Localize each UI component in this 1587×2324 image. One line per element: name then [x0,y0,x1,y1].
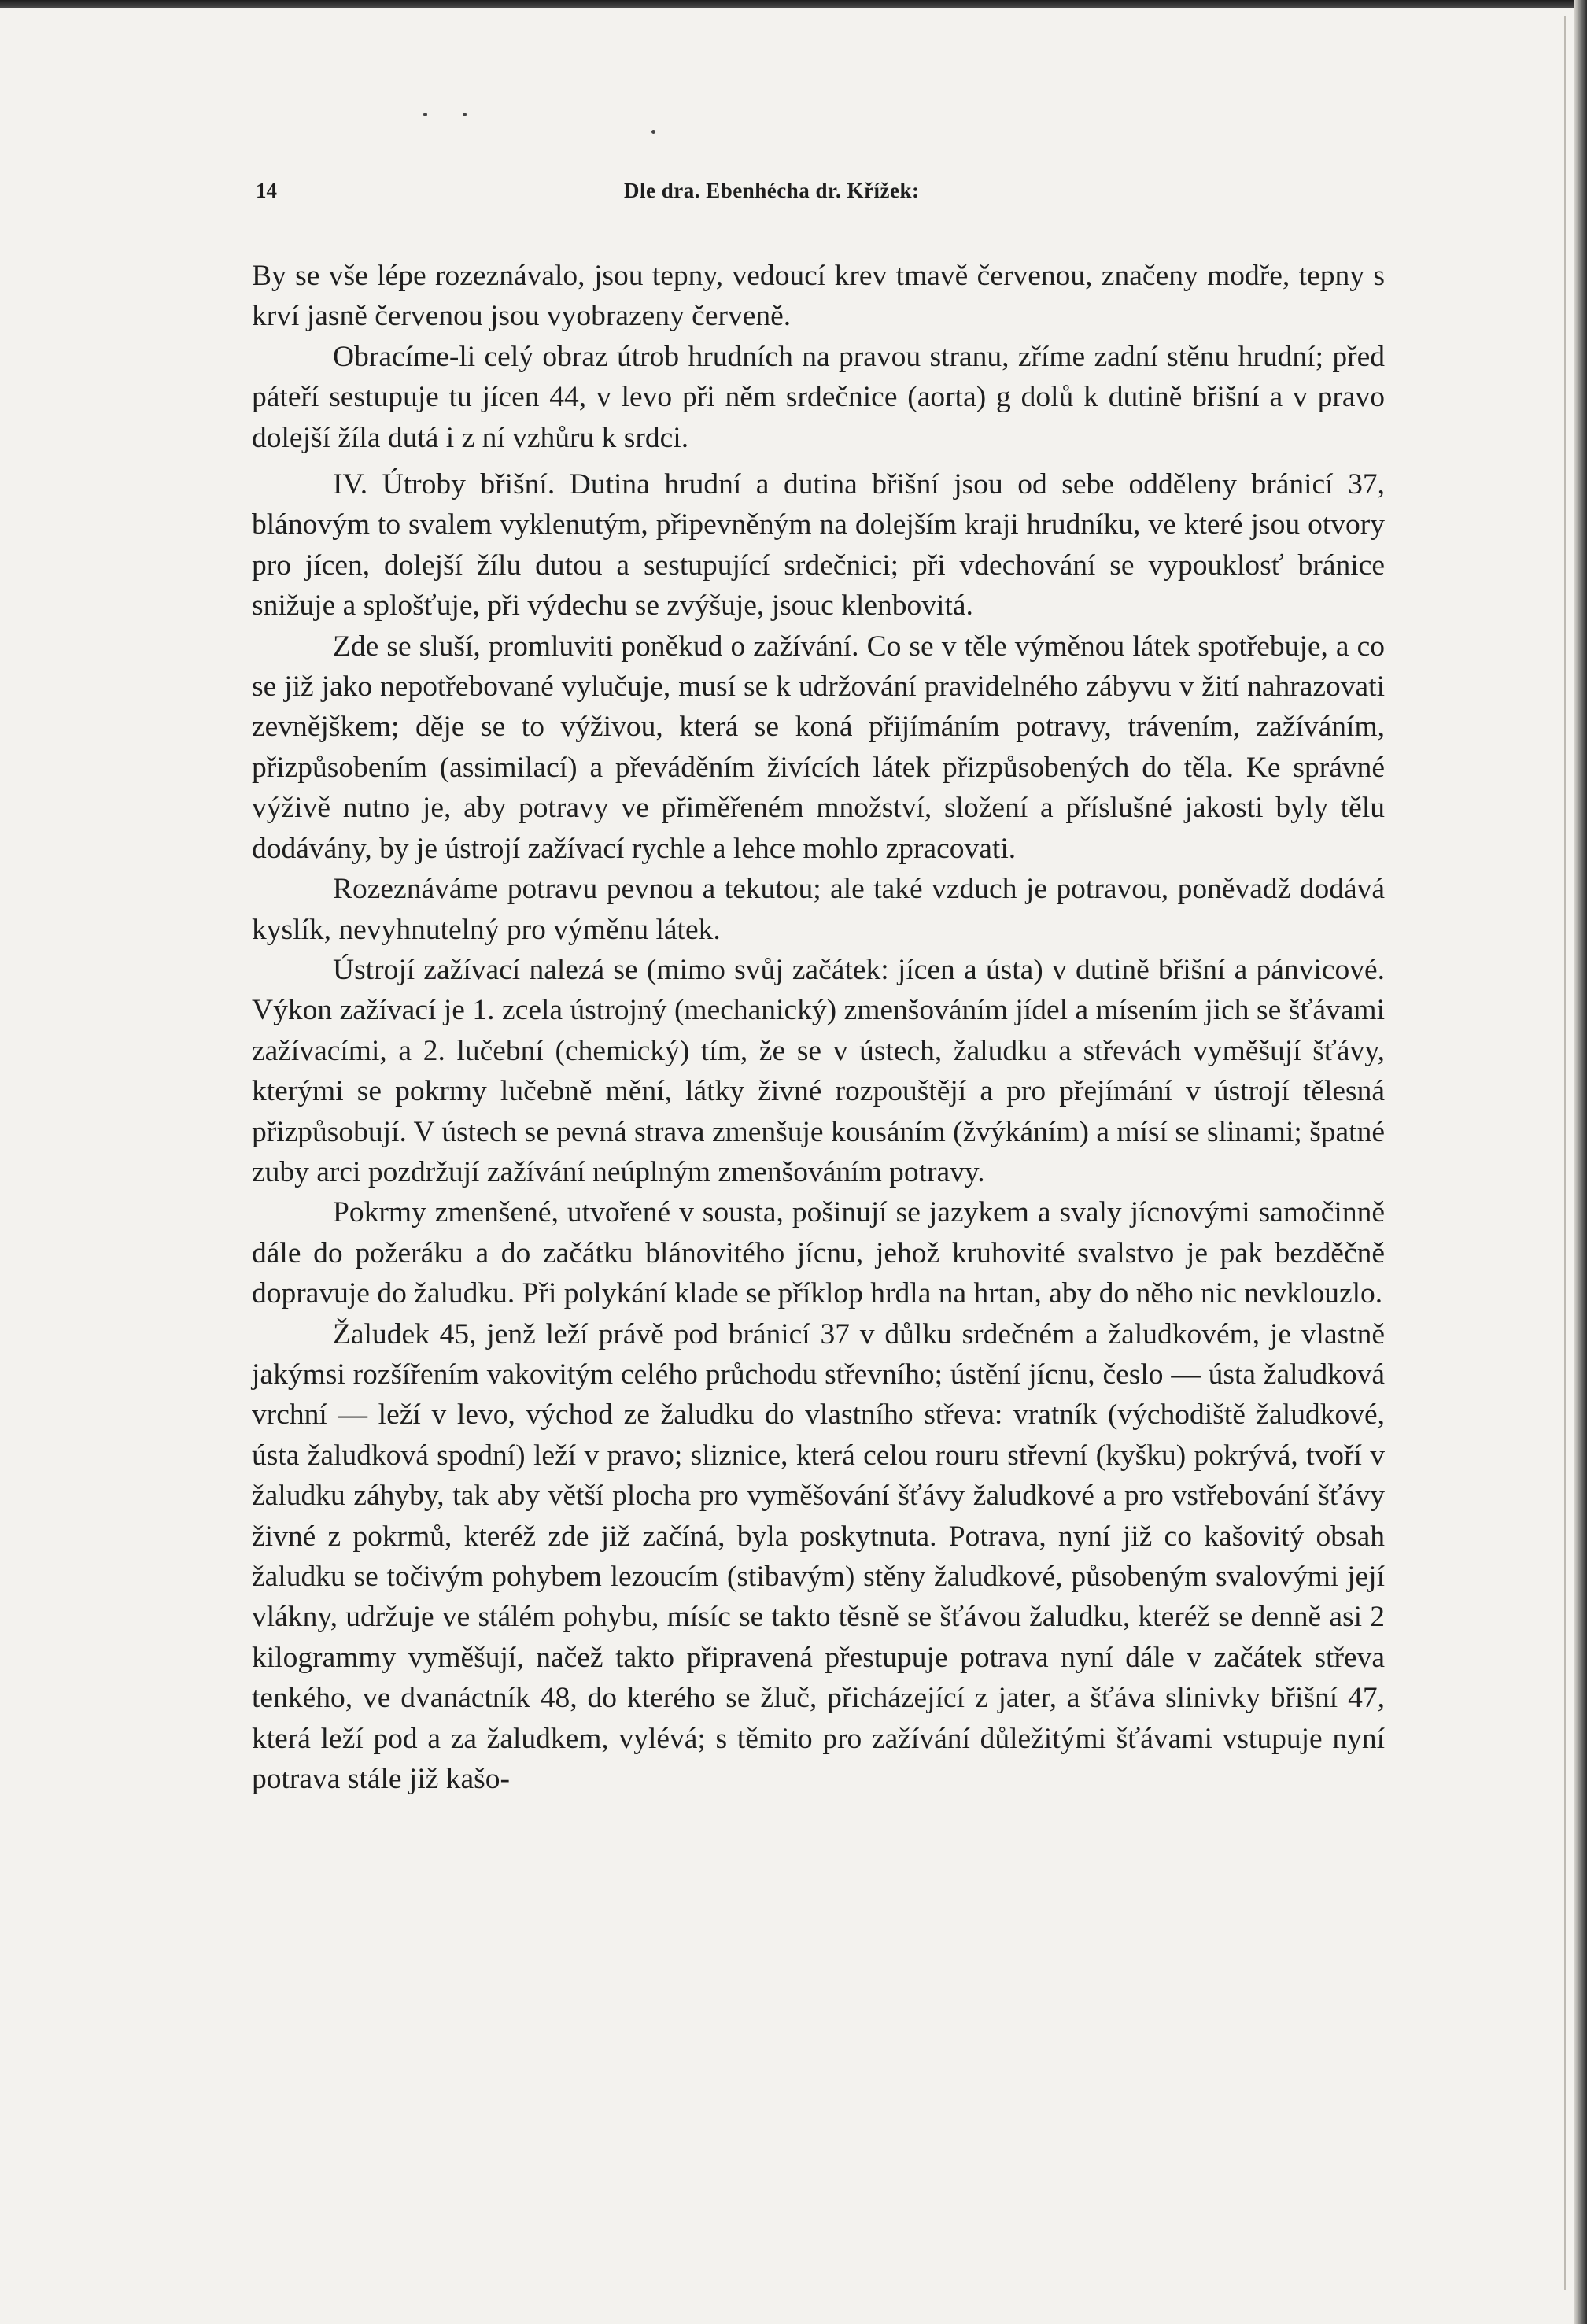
paragraph: Ústrojí zažívací nalezá se (mimo svůj začátek: jícen a ústa) v dutině břišní a pánvicové. Výkon zažívací je 1. zcela ústrojný (mechanický) zmenšováním jídel a mísením jich se šťávami zažívacími, a 2. lučební (chemický) tím, že se v ústech, žaludku a střevách vyměšují šťávy, kterými se pokrmy lučebně mění, látky živné rozpouštějí a pro přejímání v ústrojí tělesná přizpůsobují. V ústech se pevná strava zmenšuje kousáním (žvýkáním) a mísí se slinami; špatné zuby arci pozdržují zažívání neúplným zmenšováním potravy. [252,953,1385,1188]
paragraph-section-iv: IV. Útroby břišní. Dutina hrudní a dutina břišní jsou od sebe odděleny bránicí 37, blánovým to svalem vyklenutým, připevněným na dolejším kraji hrudníku, ve které jsou otvory pro jícen, dolejší žílu dutou a sestupující srdečnici; při vdechování se vypouklosť bránice snižuje a splošťuje, při výdechu se zvýšuje, jsouc klenbovitá. [252,468,1385,623]
running-header [256,179,1381,210]
scan-speck [423,113,427,116]
paragraph: By se vše lépe rozeznávalo, jsou tepny, vedoucí krev tmavě červenou, značeny modře, tepny s krví jasně červenou jsou vyobrazeny červeně. [252,260,1385,333]
running-title: Dle dra. Ebenhécha dr. Křížek: [624,179,920,202]
paragraph: Obracíme-li celý obraz útrob hrudních na pravou stranu, zříme zadní stěnu hrudní; před páteří sestupuje tu jícen 44, v levo při něm srdečnice (aorta) g dolů k dutině břišní a v pravo dolejší žíla dutá i z ní vzhůru k srdci. [252,340,1385,454]
paragraph: Pokrmy zmenšené, utvořené v sousta, pošinují se jazykem a svaly jícnovými samočinně dále do požeráku a do začátku blánovitého jícnu, jehož kruhovité svalstvo je pak bezděčně dopravuje do žaludku. Při polykání klade se příklop hrdla na hrtan, aby do něho nic nevklouzlo. [252,1196,1385,1310]
paragraph: Zde se sluší, promluviti poněkud o zažívání. Co se v těle výměnou látek spotřebuje, a co se již jako nepotřebované vylučuje, musí se k udržování pravidelného zábyvu v žití nahrazovati zevnějškem; děje se to výživou, která se koná přijímáním potravy, trávením, zažíváním, přizpůsobením (assimilací) a převáděním živících látek přizpůsobených do těla. Ke správné výživě nutno je, aby potravy ve přiměřeném množství, složení a příslušné jakosti byly tělu dodávány, by je ústrojí zažívací rychle a lehce mohlo zpracovati. [252,630,1385,865]
scan-speck [463,113,467,116]
paragraph: Žaludek 45, jenž leží právě pod bránicí 37 v důlku srdečném a žaludkovém, je vlastně jakýmsi rozšířením vakovitým celého průchodu střevního; ústění jícnu, česlo — ústa žaludková vrchní — leží v levo, východ ze žaludku do vlastního střeva: vratník (východiště žaludkové, ústa žaludková spodní) leží v pravo; sliznice, která celou rouru střevní (kyšku) pokrývá, tvoří v žaludku záhyby, tak aby větší plocha pro vyměšování šťávy žaludkové a pro vstřebování šťávy živné z pokrmů, kteréž zde již začíná, byla poskytnuta. Potrava, nyní již co kašovitý obsah žaludku se točivým pohybem lezoucím (stibavým) stěny žaludkové, působeným svalovými její vlákny, udržuje ve stálém pohybu, mísíc se takto těsně se šťávou žaludku, kteréž se denně asi 2 kilogrammy vyměšují, načež takto připravená přestupuje potrava nyní dále v začátek střeva tenkého, ve dvanáctník 48, do kterého se žluč, přicházející z jater, a šťáva slinivky břišní 47, která leží pod a za žaludkem, vylévá; s těmito pro zažívání důležitými šťávami vstupuje nyní potrava stále již kašo- [252,1317,1385,1796]
page-edge-line [1564,16,1566,2290]
scan-right-edge [1574,0,1587,2324]
page-number: 14 [256,179,277,202]
paragraph: Rozeznáváme potravu pevnou a tekutou; ale také vzduch je potravou, poněvadž dodává kyslík, nevyhnutelný pro výměnu látek. [252,873,1385,946]
body-text [252,256,1385,1799]
scan-top-edge [0,0,1587,8]
scan-speck [651,130,655,134]
